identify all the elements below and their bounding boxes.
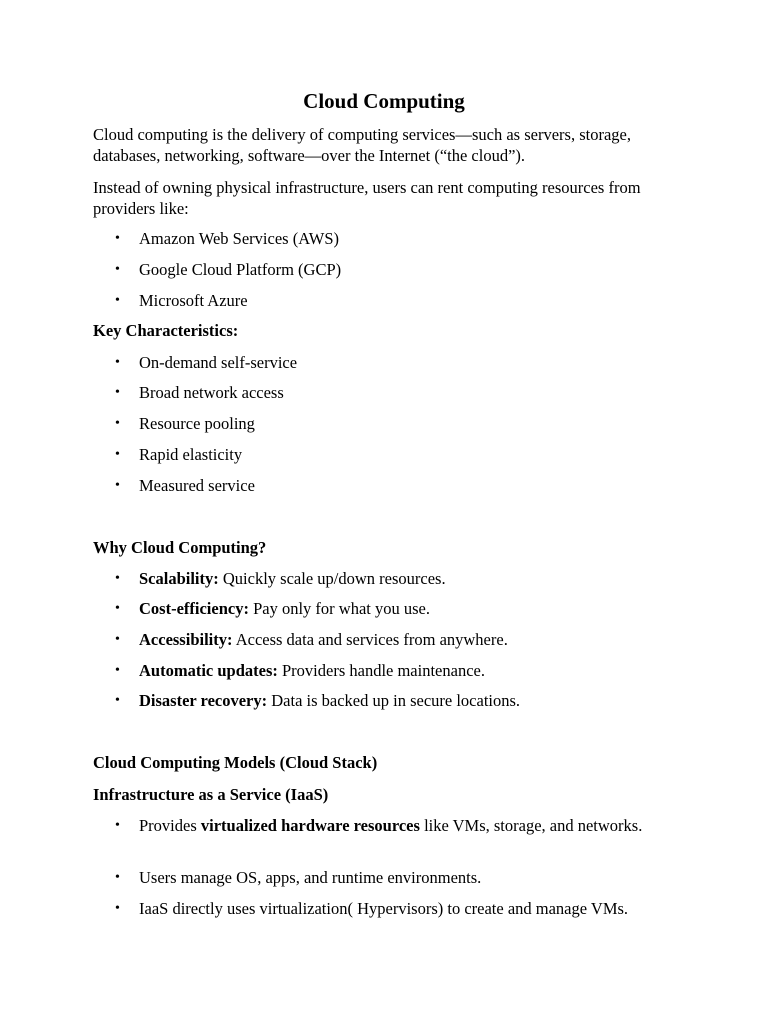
bullet-icon: • bbox=[115, 447, 120, 462]
benefit-term: Accessibility: bbox=[139, 630, 233, 649]
characteristic-label: Rapid elasticity bbox=[139, 445, 243, 464]
iaas-item-bold: virtualized hardware resources bbox=[200, 816, 420, 835]
characteristic-item bbox=[115, 444, 699, 465]
characteristic-item bbox=[115, 382, 699, 403]
iaas-item-text: IaaS directly uses virtualization( Hypervisors) to create and manage VMs. bbox=[139, 899, 629, 918]
benefit-item bbox=[115, 598, 699, 619]
provider-item bbox=[115, 259, 699, 280]
bullet-icon: • bbox=[115, 355, 120, 370]
bullet-icon: • bbox=[115, 901, 120, 916]
bullet-icon: • bbox=[115, 601, 120, 616]
benefit-term: Disaster recovery: bbox=[139, 691, 268, 710]
page-title: Cloud Computing bbox=[303, 89, 465, 113]
bullet-icon: • bbox=[115, 385, 120, 400]
iaas-item bbox=[115, 898, 699, 919]
provider-label: Amazon Web Services (AWS) bbox=[139, 229, 340, 248]
benefit-term: Scalability: bbox=[139, 569, 219, 588]
characteristic-item bbox=[115, 352, 699, 373]
bullet-icon: • bbox=[115, 663, 120, 678]
benefit-text: Access data and services from anywhere. bbox=[232, 630, 508, 649]
benefit-item bbox=[115, 629, 699, 650]
why-cloud-heading: Why Cloud Computing? bbox=[93, 538, 267, 557]
bullet-icon: • bbox=[115, 416, 120, 431]
benefit-text: Quickly scale up/down resources. bbox=[218, 569, 446, 588]
characteristic-label: Measured service bbox=[139, 476, 255, 495]
benefit-text: Data is backed up in secure locations. bbox=[267, 691, 521, 710]
bullet-icon: • bbox=[115, 478, 120, 493]
bullet-icon: • bbox=[115, 571, 120, 586]
models-heading: Cloud Computing Models (Cloud Stack) bbox=[93, 753, 378, 772]
benefit-text: Providers handle maintenance. bbox=[277, 661, 485, 680]
iaas-item-text: Users manage OS, apps, and runtime environments. bbox=[139, 868, 482, 887]
characteristic-label: On-demand self-service bbox=[139, 353, 298, 372]
iaas-item bbox=[115, 815, 699, 836]
benefit-item bbox=[115, 690, 699, 711]
key-characteristics-heading: Key Characteristics: bbox=[93, 321, 239, 340]
characteristic-item bbox=[115, 475, 699, 496]
bullet-icon: • bbox=[115, 293, 120, 308]
provider-item bbox=[115, 228, 699, 249]
provider-label: Google Cloud Platform (GCP) bbox=[139, 260, 342, 279]
iaas-item bbox=[115, 867, 699, 888]
bullet-icon: • bbox=[115, 632, 120, 647]
bullet-icon: • bbox=[115, 231, 120, 246]
iaas-item-text-pre: Provides bbox=[139, 816, 201, 835]
bullet-icon: • bbox=[115, 818, 120, 833]
iaas-heading: Infrastructure as a Service (IaaS) bbox=[93, 785, 329, 804]
characteristic-label: Broad network access bbox=[139, 383, 284, 402]
bullet-icon: • bbox=[115, 693, 120, 708]
characteristic-label: Resource pooling bbox=[139, 414, 255, 433]
characteristic-item bbox=[115, 413, 699, 434]
iaas-item-text-post: like VMs, storage, and networks. bbox=[419, 816, 643, 835]
benefit-text: Pay only for what you use. bbox=[248, 599, 430, 618]
bullet-icon: • bbox=[115, 870, 120, 885]
benefit-term: Cost-efficiency: bbox=[139, 599, 249, 618]
benefit-term: Automatic updates: bbox=[139, 661, 278, 680]
intro-paragraph-2: Instead of owning physical infrastructure, users can rent computing resources from providers like: bbox=[93, 178, 641, 218]
bullet-icon: • bbox=[115, 262, 120, 277]
benefit-item bbox=[115, 660, 699, 681]
provider-item bbox=[115, 290, 699, 311]
intro-paragraph-1: Cloud computing is the delivery of computing services—such as servers, storage, databases, networking, software—over the Internet (“the cloud”). bbox=[93, 125, 631, 165]
provider-label: Microsoft Azure bbox=[139, 291, 248, 310]
benefit-item bbox=[115, 568, 699, 589]
